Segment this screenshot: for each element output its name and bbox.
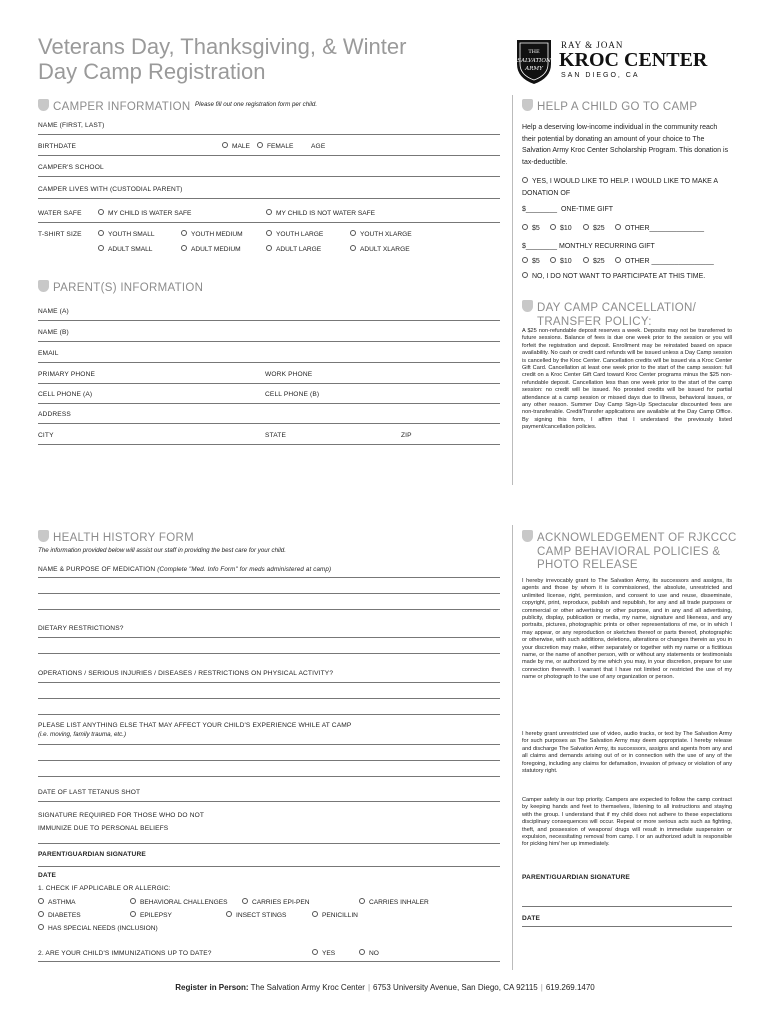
- radio-icon: [98, 209, 104, 215]
- shield-text-the: THE: [528, 49, 540, 55]
- cancellation-section: [522, 298, 696, 329]
- page-title: [38, 34, 498, 84]
- ack-section: [522, 528, 737, 572]
- medication-note: (Complete "Med. Info Form" for meds administered at camp): [157, 566, 332, 573]
- radio-icon: [550, 224, 556, 230]
- anything-else-note: (i.e. moving, family trauma, etc.): [38, 731, 127, 738]
- signature-line[interactable]: [38, 843, 500, 844]
- ack-heading-3: PHOTO RELEASE: [537, 559, 638, 571]
- condition-inhaler[interactable]: [359, 898, 429, 906]
- condition-label: BEHAVIORAL CHALLENGES: [140, 899, 228, 906]
- monthly-25[interactable]: [583, 257, 605, 265]
- medication-label: [38, 566, 331, 573]
- parents-info-heading: PARENT(S) INFORMATION: [53, 282, 204, 294]
- radio-icon: [257, 142, 263, 148]
- radio-icon: [38, 924, 44, 930]
- radio-icon: [181, 245, 187, 251]
- not-water-safe-label: MY CHILD IS NOT WATER SAFE: [276, 210, 376, 217]
- condition-special-needs[interactable]: [38, 924, 158, 932]
- logo-main-text: KROC CENTER: [559, 49, 708, 71]
- one-time-other[interactable]: [615, 224, 704, 232]
- condition-label: CARRIES INHALER: [369, 899, 429, 906]
- signature-required-line2: IMMUNIZE DUE TO PERSONAL BELIEFS: [38, 825, 169, 832]
- radio-icon: [312, 949, 318, 955]
- condition-label: PENICILLIN: [322, 912, 358, 919]
- radio-icon: [583, 224, 589, 230]
- radio-icon: [181, 230, 187, 236]
- one-time-blank: $________: [522, 206, 558, 213]
- amount-label: $5: [532, 225, 540, 232]
- condition-label: CARRIES EPI-PEN: [252, 899, 310, 906]
- ack-paragraph-3: Camper safety is our top priority. Campers are expected to follow the camp contract by keeping hands and feet to themselves, listening to all instructions and staying with the group. I understand that if my child does not adhere to these expectations disciplinary consequences will occur. Repeat or more serious acts such as fighting, theft, and possession of weapons/ drugs will result in immediate suspension or expulsion, necessitating removal from camp. I or an authorized adult is responsible for picking him/ her up immediately.: [522, 797, 732, 848]
- camper-name-label: NAME (FIRST, LAST): [38, 122, 105, 129]
- column-divider-top: [512, 95, 513, 485]
- cell-b-label: CELL PHONE (B): [265, 391, 320, 398]
- address-label: ADDRESS: [38, 411, 71, 418]
- title-line-2: Day Camp Registration: [38, 59, 266, 84]
- anything-else-line-3[interactable]: [38, 776, 500, 777]
- check-applicable-label: 1. CHECK IF APPLICABLE OR ALLERGIC:: [38, 885, 171, 892]
- gender-male-option[interactable]: [222, 142, 250, 150]
- ack-signature-line[interactable]: [522, 906, 732, 907]
- radio-icon: [266, 230, 272, 236]
- size-label: YOUTH LARGE: [276, 231, 324, 238]
- size-youth-large[interactable]: [266, 230, 323, 238]
- guardian-signature-line[interactable]: [38, 866, 500, 867]
- size-adult-medium[interactable]: [181, 245, 241, 253]
- camper-name-line[interactable]: [38, 134, 500, 135]
- amount-label: $5: [532, 258, 540, 265]
- ack-date-line[interactable]: [522, 926, 732, 927]
- condition-penicillin[interactable]: [312, 911, 358, 919]
- size-youth-medium[interactable]: [181, 230, 243, 238]
- phone-line[interactable]: [38, 383, 500, 384]
- amount-label: $25: [593, 258, 605, 265]
- amount-label: $10: [560, 225, 572, 232]
- condition-asthma[interactable]: [38, 898, 75, 906]
- size-adult-xlarge[interactable]: [350, 245, 410, 253]
- operations-line-3[interactable]: [38, 714, 500, 715]
- condition-epilepsy[interactable]: [130, 911, 172, 919]
- cell-a-label: CELL PHONE (A): [38, 391, 93, 398]
- birthdate-line[interactable]: [38, 155, 500, 156]
- footer-label: Register in Person:: [175, 983, 249, 992]
- immunizations-label: 2. ARE YOUR CHILD'S IMMUNIZATIONS UP TO DATE?: [38, 950, 212, 957]
- size-label: ADULT XLARGE: [360, 246, 410, 253]
- radio-icon: [550, 257, 556, 263]
- female-label: FEMALE: [267, 143, 294, 150]
- condition-insect-stings[interactable]: [226, 911, 286, 919]
- radio-icon: [583, 257, 589, 263]
- parent-name-a-label: NAME (A): [38, 308, 69, 315]
- radio-icon: [350, 245, 356, 251]
- monthly-label: MONTHLY RECURRING GIFT: [559, 243, 655, 250]
- radio-icon: [312, 911, 318, 917]
- water-safe-no-option[interactable]: [266, 209, 375, 217]
- age-label: AGE: [311, 143, 326, 150]
- ack-heading-2: CAMP BEHAVIORAL POLICIES &: [537, 546, 721, 558]
- radio-icon: [522, 224, 528, 230]
- health-history-section: [38, 528, 194, 546]
- radio-icon: [266, 209, 272, 215]
- radio-icon: [350, 230, 356, 236]
- footer-separator: |: [540, 983, 543, 992]
- parent-name-b-line[interactable]: [38, 341, 500, 342]
- help-child-heading: HELP A CHILD GO TO CAMP: [537, 101, 698, 113]
- camper-info-section: [38, 97, 190, 115]
- title-line-1: Veterans Day, Thanksgiving, & Winter: [38, 34, 407, 59]
- email-line[interactable]: [38, 362, 500, 363]
- male-label: MALE: [232, 143, 250, 150]
- parent-name-a-line[interactable]: [38, 320, 500, 321]
- one-time-gift-row[interactable]: [522, 206, 613, 213]
- operations-line-2[interactable]: [38, 698, 500, 699]
- help-yes-option[interactable]: [522, 176, 734, 199]
- health-history-heading: HEALTH HISTORY FORM: [53, 532, 194, 544]
- amount-label: $10: [560, 258, 572, 265]
- size-youth-xlarge[interactable]: [350, 230, 412, 238]
- dietary-label: DIETARY RESTRICTIONS?: [38, 625, 124, 632]
- state-label: STATE: [265, 432, 287, 439]
- lives-with-label: CAMPER LIVES WITH (CUSTODIAL PARENT): [38, 186, 183, 193]
- radio-icon: [522, 257, 528, 263]
- camper-info-note: Please fill out one registration form per child.: [195, 101, 318, 108]
- condition-epi-pen[interactable]: [242, 898, 310, 906]
- radio-icon: [242, 898, 248, 904]
- tshirt-label: T-SHIRT SIZE: [38, 231, 82, 238]
- kroc-center-logo: [513, 38, 728, 84]
- operations-label: OPERATIONS / SERIOUS INJURIES / DISEASES / RESTRICTIONS ON PHYSICAL ACTIVITY?: [38, 670, 334, 677]
- anything-else-label: PLEASE LIST ANYTHING ELSE THAT MAY AFFECT YOUR CHILD'S EXPERIENCE WHILE AT CAMP: [38, 722, 352, 729]
- monthly-other[interactable]: [615, 257, 714, 265]
- amount-label: $25: [593, 225, 605, 232]
- one-time-5[interactable]: [522, 224, 540, 232]
- parent-name-b-label: NAME (B): [38, 329, 69, 336]
- ack-paragraph-1: I hereby irrevocably grant to The Salvation Army, its successors and assigns, its agents and those by whom it is commissioned, the absolute, unrestricted and unlimited license, right, permission, and consent to use and reuse, disseminate, copyright, print, reproduce, publish and republish, for any and all trade purposes or commercial or other advertising or other purpose, and in any and all advertising, publicity, display, publication or media, my name, signature and likeness, and any portraits, pictures, photographic prints or other representations of me, or in which I may appear, or any reproduction or sketches thereof or parts thereof, photographic or otherwise, with such additions, deletions, alterations or changes therein as you in your discretion may make, either separately or together with my name or a fictitious name, or the name of another person, with or without any statements or testimonials made by me, or authorized by me which you may, in your discretion, prepare for use connection therewith. I warrant that I have not limited or restricted the use of my name or photograph to the use of any organization or person.: [522, 578, 732, 681]
- medication-line-2[interactable]: [38, 593, 500, 594]
- one-time-10[interactable]: [550, 224, 572, 232]
- one-time-label: ONE-TIME GIFT: [560, 206, 614, 213]
- signature-required-line1: SIGNATURE REQUIRED FOR THOSE WHO DO NOT: [38, 812, 205, 819]
- help-no-label: NO, I DO NOT WANT TO PARTICIPATE AT THIS TIME.: [532, 273, 706, 280]
- cancellation-heading-1: DAY CAMP CANCELLATION/: [537, 302, 697, 314]
- medication-line-1[interactable]: [38, 577, 500, 578]
- parents-info-section: [38, 278, 203, 296]
- water-safe-label: WATER SAFE: [38, 210, 82, 217]
- condition-label: HAS SPECIAL NEEDS (INCLUSION): [48, 925, 158, 932]
- school-label: CAMPER'S SCHOOL: [38, 164, 104, 171]
- no-label: NO: [369, 950, 379, 957]
- city-line[interactable]: [38, 444, 500, 445]
- footer-address: 6753 University Avenue, San Diego, CA 92115: [373, 983, 538, 992]
- help-yes-label: YES, I WOULD LIKE TO HELP. I WOULD LIKE TO MAKE A DONATION OF: [522, 178, 718, 197]
- size-label: ADULT LARGE: [276, 246, 322, 253]
- radio-icon: [130, 898, 136, 904]
- size-label: ADULT SMALL: [108, 246, 153, 253]
- dietary-line-2[interactable]: [38, 653, 500, 654]
- condition-label: INSECT STINGS: [236, 912, 287, 919]
- footer-phone: 619.269.1470: [545, 983, 595, 992]
- other-label: OTHER ________________: [625, 258, 714, 265]
- zip-label: ZIP: [401, 432, 412, 439]
- water-safe-yes-option[interactable]: [98, 209, 191, 217]
- tetanus-line[interactable]: [38, 801, 500, 802]
- condition-behavioral[interactable]: [130, 898, 228, 906]
- footer-separator: |: [367, 983, 371, 992]
- work-phone-label: WORK PHONE: [265, 371, 313, 378]
- medication-text: NAME & PURPOSE OF MEDICATION: [38, 566, 156, 573]
- ack-date-label: DATE: [522, 915, 541, 922]
- health-date-label: DATE: [38, 872, 57, 879]
- cancellation-heading-2: TRANSFER POLICY:: [537, 316, 652, 328]
- monthly-blank: $________: [522, 243, 558, 250]
- shield-bullet-icon: [38, 530, 49, 542]
- tetanus-label: DATE OF LAST TETANUS SHOT: [38, 789, 141, 796]
- primary-phone-label: PRIMARY PHONE: [38, 371, 96, 378]
- logo-sub-text: SAN DIEGO, CA: [561, 72, 640, 79]
- monthly-5[interactable]: [522, 257, 540, 265]
- immunizations-no[interactable]: [359, 949, 379, 957]
- size-adult-large[interactable]: [266, 245, 321, 253]
- footer: [0, 983, 770, 992]
- birthdate-label: BIRTHDATE: [38, 143, 77, 150]
- immunizations-line: [38, 961, 500, 962]
- medication-line-3[interactable]: [38, 609, 500, 610]
- size-label: YOUTH MEDIUM: [191, 231, 243, 238]
- radio-icon: [38, 911, 44, 917]
- cancellation-text: A $25 non-refundable deposit reserves a week. Deposits may not be transferred to future sessions. Balance of fees is due one week prior to the session or you will forfeit the registration and deposit. Enrollment may be reinstated based on space availability. No cash or credit card refunds will be issued unless a Day Camp session is cancelled by the Kroc Center. Cancellation credits will be issued via a Kroc Center Gift Card. Cancellation at least one week prior to the start of the camp session: full credit on a Kroc Center Gift Card toward Kroc Center programs minus the $25 non-refundable deposit. Cancellation less than one week prior to the start of the camp session: no credit will be issued. No prorated credits will be issued for partial attendance at a camp session or missed days due to illness, behavioral issues, or any other reason. Summer Day Camp Sign-Up Spectacular discounted fees are non-transferable. Credit/Transfer applications are available at the Day Camp Office. By signing this form, I affirm that I understand the previously listed payment/cancellation policies.: [522, 328, 732, 431]
- help-intro: Help a deserving low-income individual in the community reach their potential by donating an amount of your choice to The Salvation Army Kroc Center Scholarship Program. This donation is tax-deductible.: [522, 124, 729, 166]
- radio-icon: [359, 949, 365, 955]
- radio-icon: [38, 898, 44, 904]
- help-child-section: [522, 97, 697, 115]
- shield-bullet-icon: [38, 99, 49, 111]
- size-label: ADULT MEDIUM: [191, 246, 241, 253]
- city-label: CITY: [38, 432, 54, 439]
- camper-info-heading: CAMPER INFORMATION: [53, 101, 191, 113]
- shield-bullet-icon: [522, 300, 533, 312]
- logo-top-text: RAY & JOAN: [561, 40, 624, 50]
- yes-label: YES: [322, 950, 336, 957]
- ack-guardian-signature-label: PARENT/GUARDIAN SIGNATURE: [522, 874, 630, 881]
- radio-icon: [130, 911, 136, 917]
- shield-bullet-icon: [38, 280, 49, 292]
- radio-icon: [359, 898, 365, 904]
- size-adult-small[interactable]: [98, 245, 152, 253]
- size-label: YOUTH SMALL: [108, 231, 155, 238]
- condition-diabetes[interactable]: [38, 911, 81, 919]
- operations-line-1[interactable]: [38, 682, 500, 683]
- radio-icon: [266, 245, 272, 251]
- immunizations-yes[interactable]: [312, 949, 335, 957]
- guardian-signature-label: PARENT/GUARDIAN SIGNATURE: [38, 851, 146, 858]
- monthly-10[interactable]: [550, 257, 572, 265]
- shield-bullet-icon: [522, 530, 533, 542]
- condition-label: EPILEPSY: [140, 912, 172, 919]
- school-line[interactable]: [38, 176, 500, 177]
- shield-text-army: ARMY: [525, 66, 543, 72]
- condition-label: DIABETES: [48, 912, 81, 919]
- radio-icon: [615, 257, 621, 263]
- shield-bullet-icon: [522, 99, 533, 111]
- radio-icon: [522, 272, 528, 278]
- radio-icon: [615, 224, 621, 230]
- radio-icon: [226, 911, 232, 917]
- anything-else-line-1[interactable]: [38, 744, 500, 745]
- radio-icon: [98, 245, 104, 251]
- ack-heading-1: ACKNOWLEDGEMENT OF RJKCCC: [537, 532, 737, 544]
- anything-else-line-2[interactable]: [38, 760, 500, 761]
- gender-female-option[interactable]: [257, 142, 293, 150]
- radio-icon: [98, 230, 104, 236]
- monthly-gift-row[interactable]: [522, 243, 655, 250]
- ack-paragraph-2: I hereby grant unrestricted use of video, audio tracks, or text by The Salvation Army for such purposes as The Salvation Army may deem appropriate. I hereby release and discharge The Salvation Army, its successors, assigns and agents from any and all claims and demands arising out of or in connection with the use of any of the foregoing, including any claims for defamation, invasion of privacy or violation of any statutory right.: [522, 731, 732, 775]
- radio-icon: [522, 177, 528, 183]
- email-label: EMAIL: [38, 350, 59, 357]
- footer-org: The Salvation Army Kroc Center: [250, 983, 365, 992]
- column-divider-bottom: [512, 525, 513, 970]
- condition-label: ASTHMA: [48, 899, 76, 906]
- other-label: OTHER______________: [625, 225, 705, 232]
- size-youth-small[interactable]: [98, 230, 155, 238]
- cell-line[interactable]: [38, 403, 500, 404]
- help-no-option[interactable]: [522, 272, 705, 280]
- address-line[interactable]: [38, 423, 500, 424]
- shield-text-salvation: SALVATION: [517, 58, 551, 64]
- dietary-line-1[interactable]: [38, 637, 500, 638]
- size-label: YOUTH XLARGE: [360, 231, 412, 238]
- health-intro: The information provided below will assist our staff in providing the best care for your child.: [38, 547, 286, 554]
- water-safe-line: [38, 222, 500, 223]
- lives-with-line[interactable]: [38, 198, 500, 199]
- is-water-safe-label: MY CHILD IS WATER SAFE: [108, 210, 192, 217]
- one-time-25[interactable]: [583, 224, 605, 232]
- radio-icon: [222, 142, 228, 148]
